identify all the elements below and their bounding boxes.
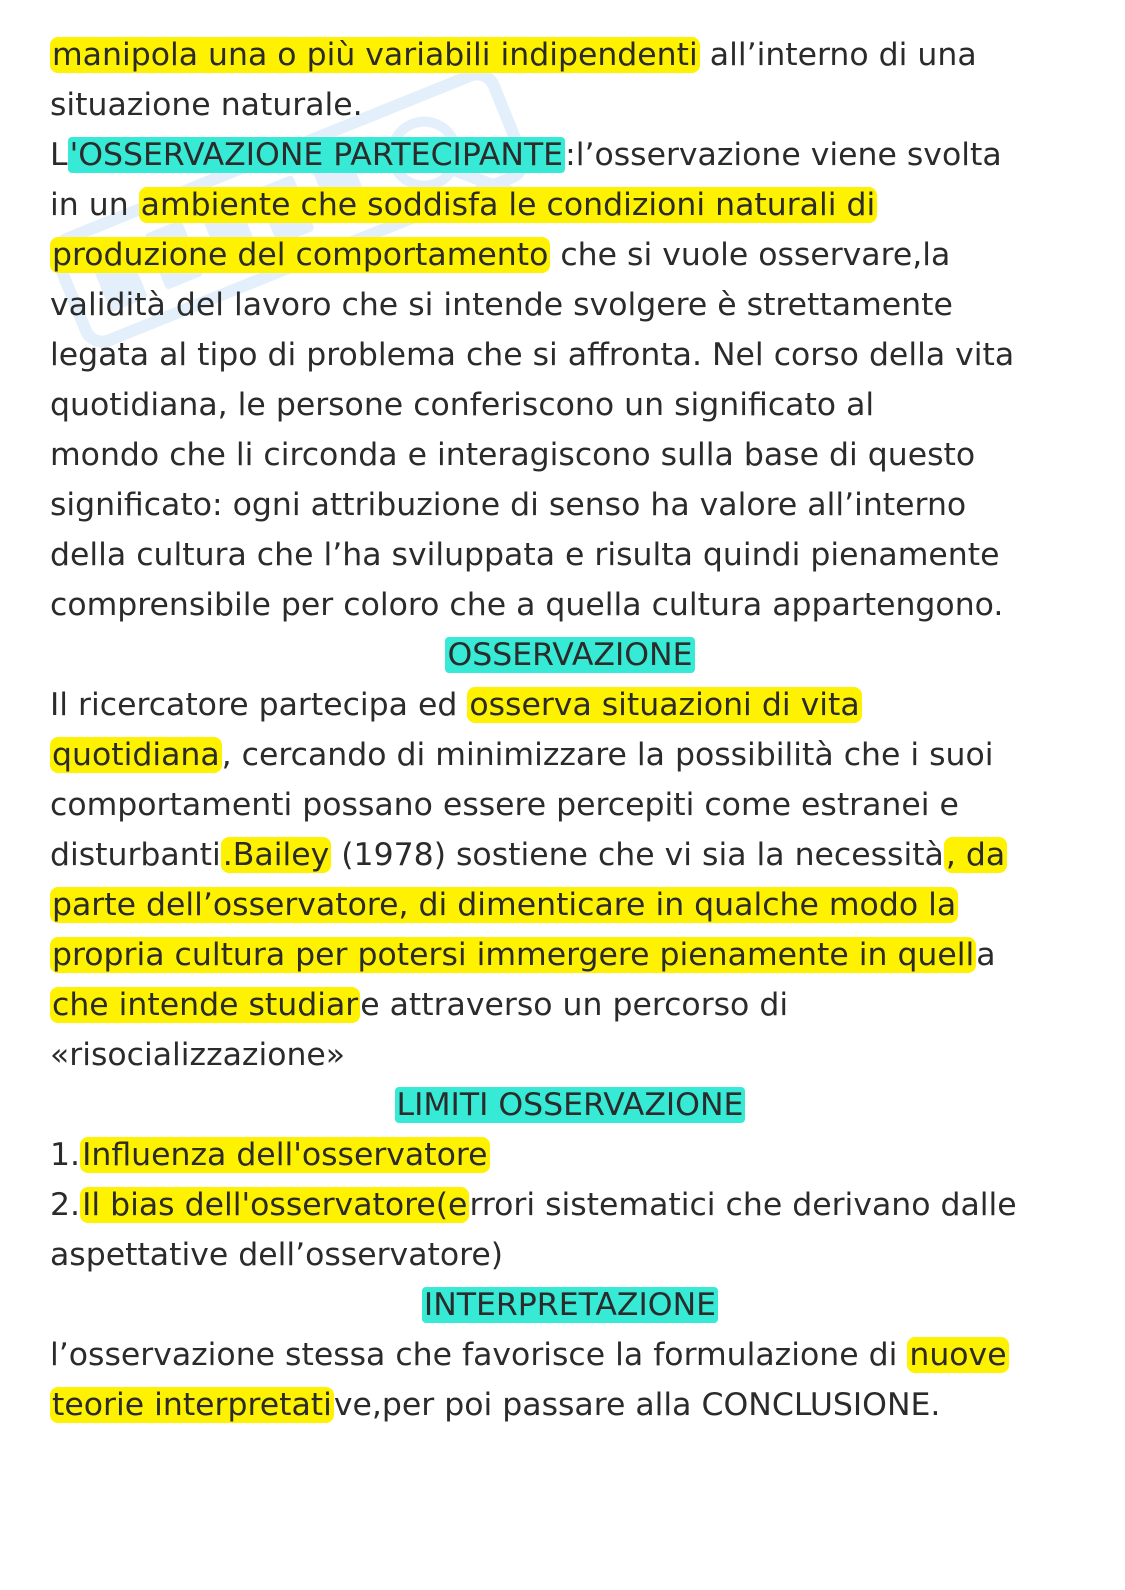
text-line [50,780,1090,830]
text-line [50,180,1090,230]
text-line [50,480,1090,530]
text-run: ve,per poi passare alla CONCLUSIONE. [333,1387,941,1423]
text-run: rrori sistematici che derivano dalle [469,1187,1017,1223]
text-run: disturbanti [50,837,221,873]
text-run: l’osservazione stessa che favorisce la formulazione di [50,1337,908,1373]
text-line [50,880,1090,930]
text-run: che si vuole osservare,la [550,237,951,273]
text-line [50,1230,1090,1280]
text-line [50,130,1090,180]
text-line [50,230,1090,280]
text-run: 1. [50,1137,81,1173]
text-line [50,80,1090,130]
section-heading [50,1280,1090,1330]
text-run: , cercando di minimizzare la possibilità che i suoi [221,737,994,773]
highlight-yellow: , da [945,837,1006,873]
text-line [50,830,1090,880]
text-line [50,730,1090,780]
highlight-yellow: manipola una o più variabili indipendenti [52,37,698,73]
highlight-yellow: nuove [909,1337,1007,1373]
text-run: quotidiana, le persone conferiscono un significato al [50,387,875,423]
text-run: della cultura che l’ha sviluppata e risulta quindi pienamente [50,537,1000,573]
text-run: significato: ogni attribuzione di senso ha valore all’interno [50,487,967,523]
highlight-yellow: Il bias dell'osservatore(e [82,1187,468,1223]
text-run: a [976,937,996,973]
text-line [50,1180,1090,1230]
text-line [50,430,1090,480]
highlight-yellow: .Bailey [222,837,330,873]
text-line [50,330,1090,380]
text-line [50,1330,1090,1380]
highlight-cyan: OSSERVAZIONE [447,637,693,673]
text-run: situazione naturale. [50,87,363,123]
highlight-yellow: che intende studiar [52,987,359,1023]
text-run: L [50,137,68,173]
text-line [50,580,1090,630]
text-line [50,1130,1090,1180]
highlight-yellow: parte dell’osservatore, di dimenticare in qualche modo la [52,887,957,923]
highlight-yellow: teorie interpretati [52,1387,332,1423]
highlight-cyan: LIMITI OSSERVAZIONE [396,1087,744,1123]
highlight-yellow: quotidiana [52,737,220,773]
text-line [50,680,1090,730]
text-run: validità del lavoro che si intende svolgere è strettamente [50,287,953,323]
text-line [50,530,1090,580]
text-run: comprensibile per coloro che a quella cultura appartengono. [50,587,1004,623]
text-line [50,30,1090,80]
text-line [50,1380,1090,1430]
section-heading [50,630,1090,680]
text-line [50,930,1090,980]
highlight-yellow: propria cultura per potersi immergere pienamente in quell [52,937,975,973]
highlight-yellow: osserva situazioni di vita [469,687,860,723]
text-run: 2. [50,1187,81,1223]
text-run: in un [50,187,139,223]
text-line [50,980,1090,1030]
text-line [50,380,1090,430]
text-run: (1978) sostiene che vi sia la necessità [331,837,944,873]
text-run: «risocializzazione» [50,1037,346,1073]
text-run: mondo che li circonda e interagiscono sulla base di questo [50,437,976,473]
text-run: all’interno di una [699,37,977,73]
section-heading [50,1080,1090,1130]
highlight-yellow: ambiente che soddisfa le condizioni naturali di [140,187,876,223]
text-run: e attraverso un percorso di [360,987,789,1023]
text-run: aspettative dell’osservatore) [50,1237,504,1273]
text-run: legata al tipo di problema che si affronta. Nel corso della vita [50,337,1015,373]
document-body [50,30,1090,1430]
highlight-yellow: Influenza dell'osservatore [82,1137,488,1173]
highlight-yellow: produzione del comportamento [52,237,549,273]
highlight-cyan: 'OSSERVAZIONE PARTECIPANTE [69,137,564,173]
text-line [50,1030,1090,1080]
text-line [50,280,1090,330]
text-run: :l’osservazione viene svolta [565,137,1002,173]
highlight-cyan: INTERPRETAZIONE [423,1287,717,1323]
text-run: Il ricercatore partecipa ed [50,687,468,723]
text-run: comportamenti possano essere percepiti come estranei e [50,787,959,823]
